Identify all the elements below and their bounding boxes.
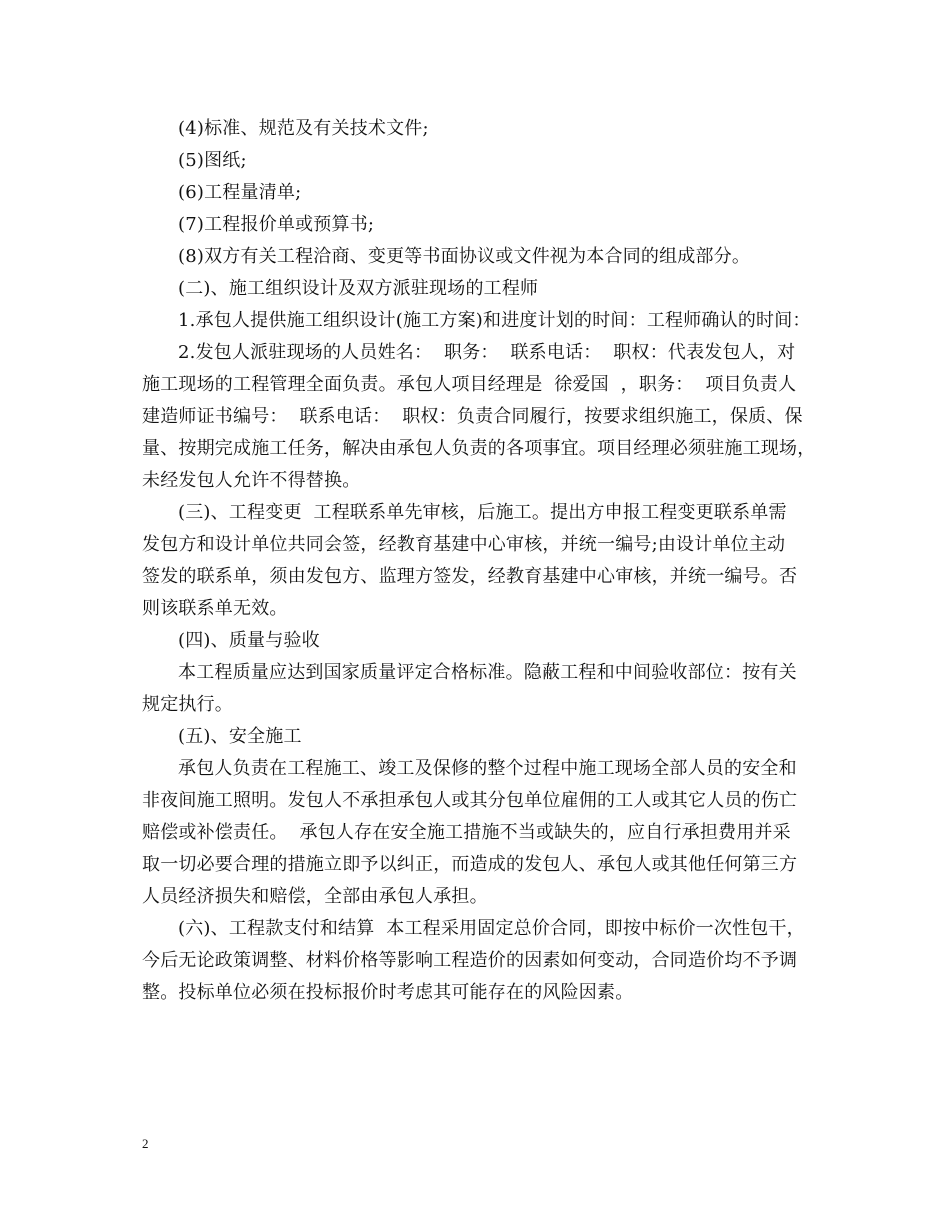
text-line: 施工现场的工程管理全面负责。承包人项目经理是 徐爱国 ，职务： 项目负责人	[142, 374, 797, 395]
text-line: 承包人负责在工程施工、竣工及保修的整个过程中施工现场全部人员的安全和	[178, 758, 797, 779]
text-line: 则该联系单无效。	[142, 598, 288, 619]
text-line: (五)、安全施工	[178, 726, 302, 747]
document-body	[142, 113, 816, 1009]
text-line: 1.承包人提供施工组织设计(施工方案)和进度计划的时间：工程师确认的时间：	[178, 310, 811, 331]
text-line: (7)工程报价单或预算书;	[178, 214, 375, 235]
text-line: 签发的联系单，须由发包方、监理方签发，经教育基建中心审核，并统一编号。否	[142, 566, 798, 587]
text-line: 整。投标单位必须在投标报价时考虑其可能存在的风险因素。	[142, 982, 634, 1003]
text-line: 非夜间施工照明。发包人不承担承包人或其分包单位雇佣的工人或其它人员的伤亡	[142, 790, 798, 811]
text-line: (4)标准、规范及有关技术文件;	[178, 118, 429, 139]
text-line: (三)、工程变更 工程联系单先审核，后施工。提出方申报工程变更联系单需	[178, 502, 787, 523]
text-line: (8)双方有关工程洽商、变更等书面协议或文件视为本合同的组成部分。	[178, 246, 751, 267]
text-line: (二)、施工组织设计及双方派驻现场的工程师	[178, 278, 539, 299]
text-line: 人员经济损失和赔偿，全部由承包人承担。	[142, 886, 488, 907]
text-line: 2.发包人派驻现场的人员姓名： 职务： 联系电话： 职权：代表发包人，对	[178, 342, 796, 363]
text-line: 本工程质量应达到国家质量评定合格标准。隐蔽工程和中间验收部位：按有关	[178, 662, 797, 683]
page-number: 2	[142, 1136, 149, 1151]
text-line: (6)工程量清单;	[178, 182, 302, 203]
text-line: 未经发包人允许不得替换。	[142, 470, 361, 491]
text-line: (5)图纸;	[178, 150, 247, 171]
text-line: 赔偿或补偿责任。 承包人存在安全施工措施不当或缺失的，应自行承担费用并采	[142, 822, 791, 843]
text-line: 规定执行。	[142, 694, 233, 715]
text-line: 建造师证书编号： 联系电话： 职权：负责合同履行，按要求组织施工，保质、保	[142, 406, 803, 427]
text-line: 取一切必要合理的措施立即予以纠正，而造成的发包人、承包人或其他任何第三方	[142, 854, 798, 875]
text-line: 发包方和设计单位共同会签，经教育基建中心审核，并统一编号;由设计单位主动	[142, 534, 786, 555]
text-line: (四)、质量与验收	[178, 630, 320, 651]
text-line: 量、按期完成施工任务，解决由承包人负责的各项事宜。项目经理必须驻施工现场，	[142, 438, 816, 459]
text-line: (六)、工程款支付和结算 本工程采用固定总价合同，即按中标价一次性包干，	[178, 918, 805, 939]
text-line: 今后无论政策调整、材料价格等影响工程造价的因素如何变动，合同造价均不予调	[142, 950, 798, 971]
